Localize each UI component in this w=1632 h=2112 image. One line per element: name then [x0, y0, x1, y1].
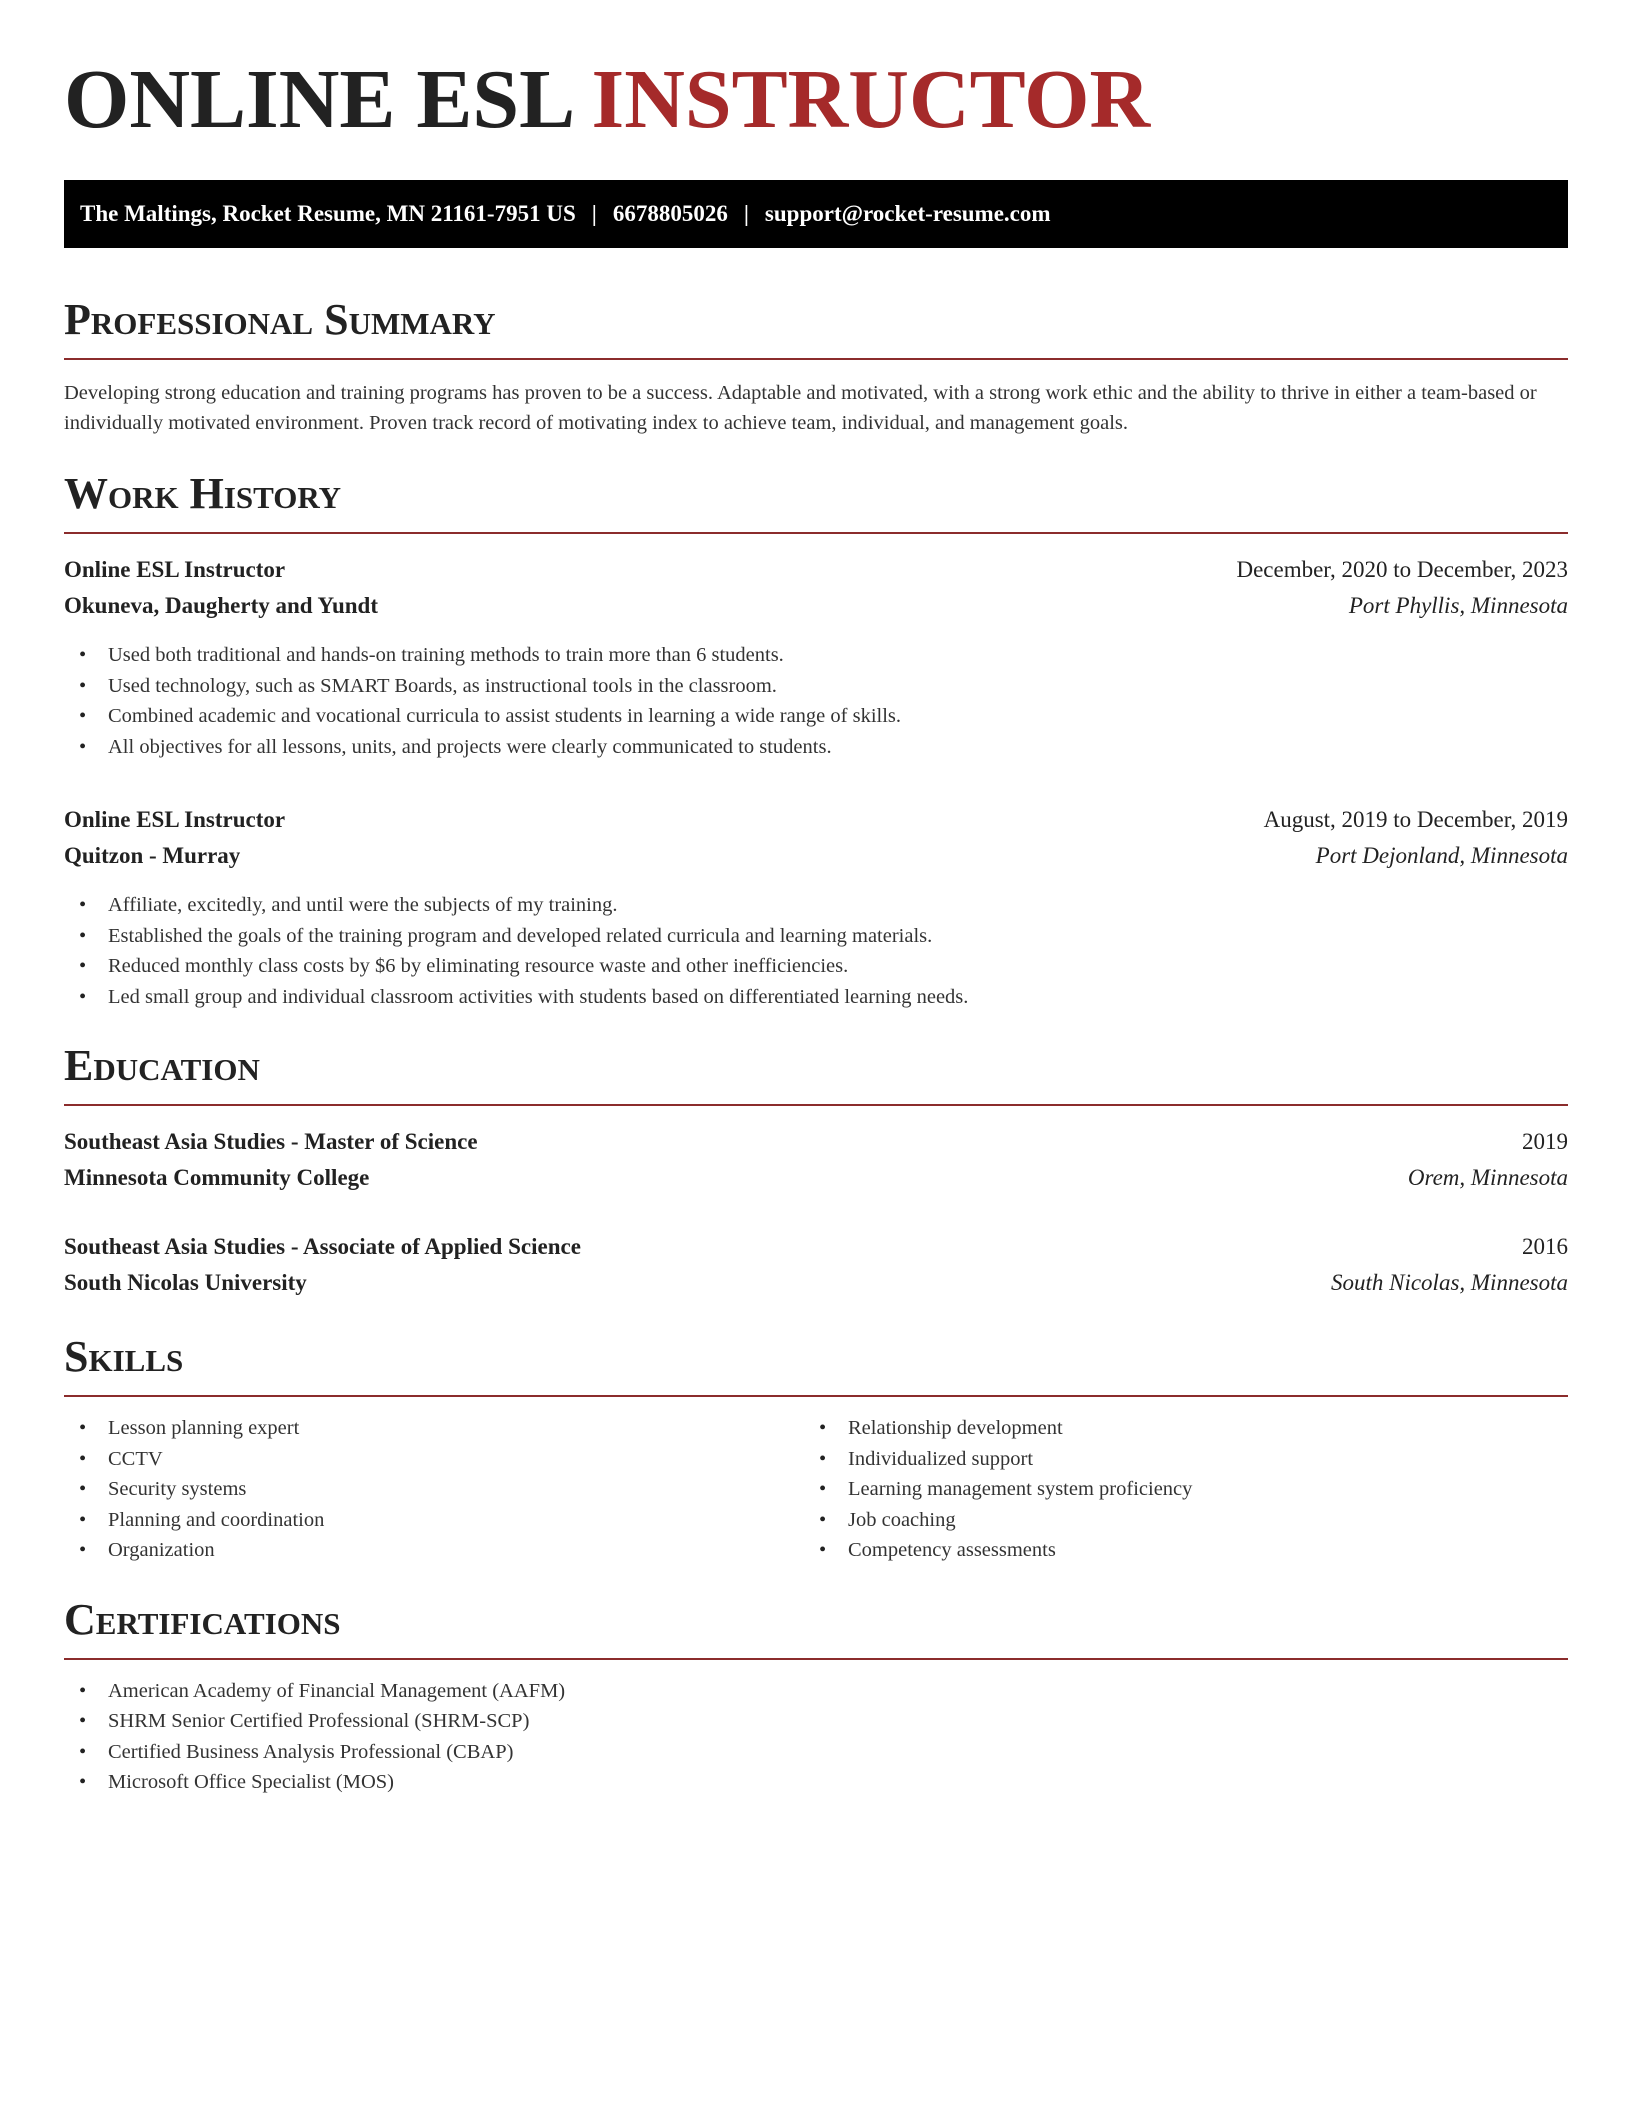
job-title-row: [64, 552, 1568, 588]
skill-item: • Learning management system proficiency: [804, 1474, 1544, 1505]
contact-separator: |: [591, 201, 597, 226]
education-school: South Nicolas University: [64, 1270, 307, 1295]
job-bullet: • Established the goals of the training program and developed related curricula and learning materials.: [64, 921, 1568, 952]
resume-title: [64, 53, 1568, 146]
skill-item: • Lesson planning expert: [64, 1413, 804, 1444]
education-entry: [64, 1229, 1568, 1301]
work-history-heading: Work History: [64, 472, 1568, 534]
job-title-row: [64, 802, 1568, 838]
certification-item: • Microsoft Office Specialist (MOS): [64, 1767, 1568, 1798]
skill-item: • Organization: [64, 1535, 804, 1566]
education-location: South Nicolas, Minnesota: [1330, 1270, 1568, 1295]
education-school-row: [64, 1160, 1568, 1196]
skill-item: • Competency assessments: [804, 1535, 1544, 1566]
resume-page: [64, 0, 1568, 1798]
education-school-row: [64, 1265, 1568, 1301]
contact-phone: 6678805026: [612, 201, 728, 226]
education-location: Orem, Minnesota: [1407, 1165, 1568, 1190]
skill-item: • Individualized support: [804, 1444, 1544, 1475]
job-title: Online ESL Instructor: [64, 557, 286, 582]
title-first: ONLINE ESL: [64, 53, 571, 146]
job-dates: December, 2020 to December, 2023: [1236, 557, 1568, 582]
education-heading: Education: [64, 1044, 1568, 1106]
contact-separator: |: [743, 201, 749, 226]
job-bullet: • All objectives for all lessons, units, and projects were clearly communicated to students.: [64, 732, 1568, 763]
job-entry: [64, 552, 1568, 762]
contact-bar: [64, 180, 1568, 248]
job-bullet: • Reduced monthly class costs by $6 by eliminating resource waste and other inefficiencies.: [64, 951, 1568, 982]
skills-grid: [64, 1413, 1568, 1566]
job-company-row: [64, 588, 1568, 624]
job-company: Quitzon - Murray: [64, 843, 241, 868]
certification-item: • SHRM Senior Certified Professional (SHRM-SCP): [64, 1706, 1568, 1737]
certifications-heading: Certifications: [64, 1598, 1568, 1660]
education-year: 2016: [1522, 1234, 1568, 1259]
job-bullet: • Combined academic and vocational curricula to assist students in learning a wide range of skills.: [64, 701, 1568, 732]
education-degree-row: [64, 1124, 1568, 1160]
job-entry: [64, 802, 1568, 1012]
skill-item: • CCTV: [64, 1444, 804, 1475]
job-bullet: • Led small group and individual classroom activities with students based on differentiated learning needs.: [64, 982, 1568, 1013]
certifications-list: [64, 1676, 1568, 1798]
job-company-row: [64, 838, 1568, 874]
job-bullet: • Affiliate, excitedly, and until were the subjects of my training.: [64, 890, 1568, 921]
skill-item: • Job coaching: [804, 1505, 1544, 1536]
job-bullet: • Used technology, such as SMART Boards, as instructional tools in the classroom.: [64, 671, 1568, 702]
job-title: Online ESL Instructor: [64, 807, 286, 832]
skills-heading: Skills: [64, 1335, 1568, 1397]
skill-item: • Security systems: [64, 1474, 804, 1505]
education-year: 2019: [1522, 1129, 1568, 1154]
job-bullet: • Used both traditional and hands-on training methods to train more than 6 students.: [64, 640, 1568, 671]
education-degree: Southeast Asia Studies - Master of Science: [64, 1129, 478, 1154]
job-dates: August, 2019 to December, 2019: [1263, 807, 1568, 832]
skill-item: • Relationship development: [804, 1413, 1544, 1444]
contact-email: support@rocket-resume.com: [764, 201, 1051, 226]
education-entry: [64, 1124, 1568, 1196]
skills-list-right: [804, 1413, 1544, 1566]
title-second: INSTRUCTOR: [591, 53, 1151, 146]
certification-item: • Certified Business Analysis Professional (CBAP): [64, 1737, 1568, 1768]
skill-item: • Planning and coordination: [64, 1505, 804, 1536]
contact-address: The Maltings, Rocket Resume, MN 21161-7951 US: [80, 201, 576, 226]
certification-item: • American Academy of Financial Management (AAFM): [64, 1676, 1568, 1707]
education-degree: Southeast Asia Studies - Associate of Applied Science: [64, 1234, 581, 1259]
skills-list-left: [64, 1413, 804, 1566]
job-company: Okuneva, Daugherty and Yundt: [64, 593, 379, 618]
job-location: Port Dejonland, Minnesota: [1315, 843, 1568, 868]
job-location: Port Phyllis, Minnesota: [1348, 593, 1568, 618]
summary-text: Developing strong education and training programs has proven to be a success. Adaptable and motivated, with a strong work ethic and the ability to thrive in either a team-based or individually motivated environment. Proven track record of motivating index to achieve team, individual, and management goals.: [64, 382, 1537, 434]
job-bullets: [64, 640, 1568, 762]
education-degree-row: [64, 1229, 1568, 1265]
job-bullets: [64, 890, 1568, 1012]
summary-heading: Professional Summary: [64, 298, 1568, 360]
education-school: Minnesota Community College: [64, 1165, 370, 1190]
